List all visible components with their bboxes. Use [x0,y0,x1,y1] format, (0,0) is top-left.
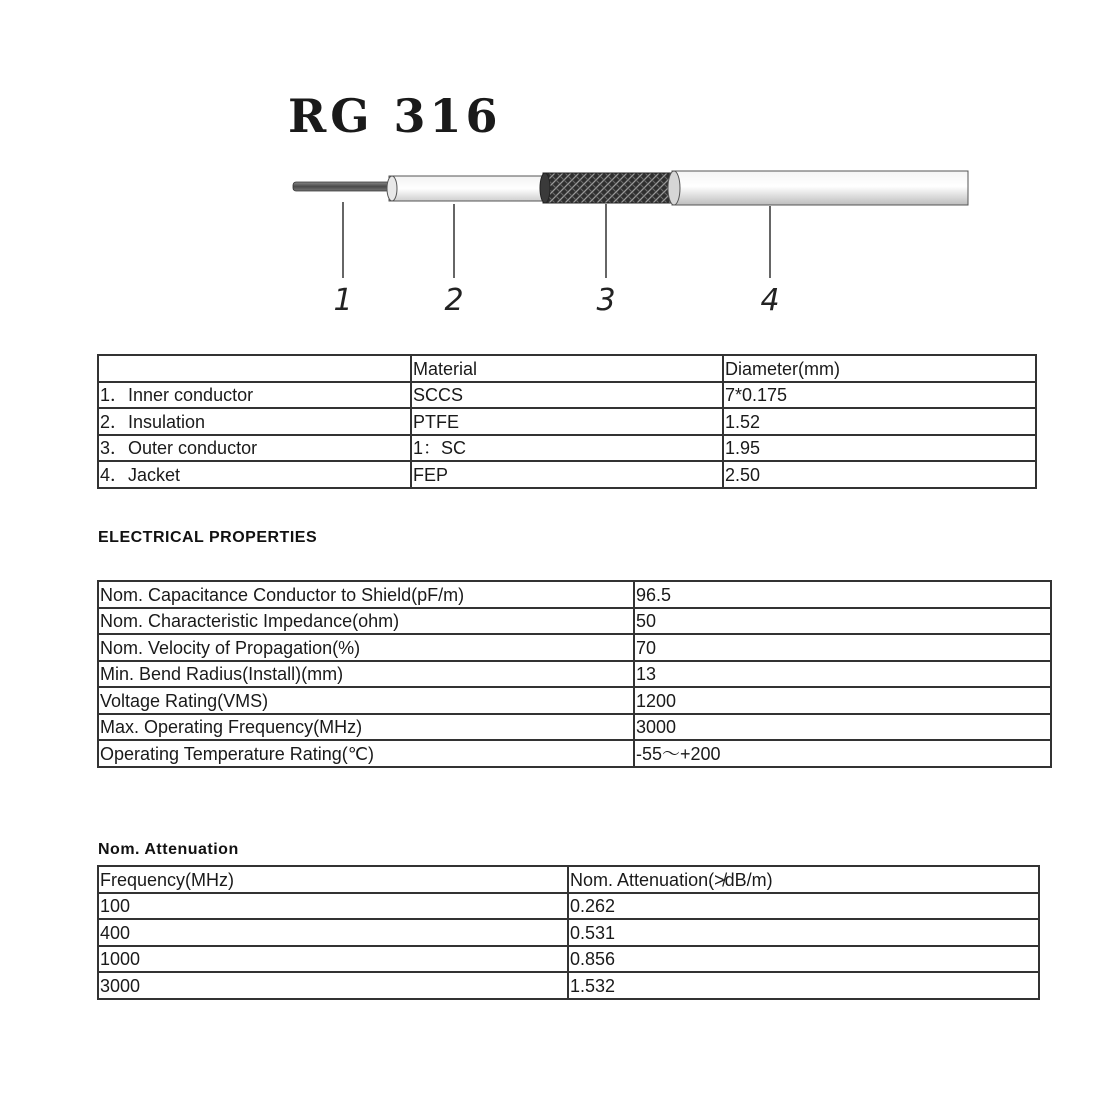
property-value: 50 [634,608,1051,635]
inner-conductor-icon [293,182,390,191]
table-row [98,687,1051,714]
component-diameter: 7*0.175 [723,382,1036,409]
table-row [98,946,1039,973]
attenuation-heading: Nom. Attenuation [98,841,239,858]
component-diameter: 1.52 [723,408,1036,435]
component-diameter: 1.95 [723,435,1036,462]
product-title: RG 316 [288,89,502,143]
property-name: Max. Operating Frequency(MHz) [98,714,634,741]
callout-label-4: 4 [760,283,780,318]
construction-table [97,354,1037,489]
table-header-diameter: Diameter(mm) [723,355,1036,382]
component-name: 2．Insulation [98,408,411,435]
table-row [98,461,1036,488]
attenuation-value: 0.262 [568,893,1039,920]
table-header-row [98,866,1039,893]
frequency-value: 100 [98,893,568,920]
jacket-icon [668,171,968,205]
property-value: 3000 [634,714,1051,741]
table-row [98,435,1036,462]
component-material: FEP [411,461,723,488]
table-row [98,972,1039,999]
table-header-frequency: Frequency(MHz) [98,866,568,893]
property-name: Nom. Capacitance Conductor to Shield(pF/m) [98,581,634,608]
component-material: PTFE [411,408,723,435]
component-material: 1：SC [411,435,723,462]
property-value: -55～+200 [634,740,1051,767]
table-header-row [98,355,1036,382]
table-row [98,581,1051,608]
property-name: Voltage Rating(VMS) [98,687,634,714]
attenuation-value: 0.531 [568,919,1039,946]
property-value: 1200 [634,687,1051,714]
callout-label-1: 1 [333,283,353,318]
property-value: 70 [634,634,1051,661]
electrical-properties-heading: ELECTRICAL PROPERTIES [98,529,318,546]
component-name: 1．Inner conductor [98,382,411,409]
property-value: 96.5 [634,581,1051,608]
table-header-cell [98,355,411,382]
component-name: 3．Outer conductor [98,435,411,462]
property-name: Nom. Characteristic Impedance(ohm) [98,608,634,635]
frequency-value: 1000 [98,946,568,973]
frequency-value: 400 [98,919,568,946]
table-row [98,634,1051,661]
frequency-value: 3000 [98,972,568,999]
table-row [98,608,1051,635]
callout-label-3: 3 [596,283,616,318]
property-value: 13 [634,661,1051,688]
table-header-material: Material [411,355,723,382]
table-row [98,714,1051,741]
component-name: 4．Jacket [98,461,411,488]
table-row [98,382,1036,409]
table-header-attenuation: Nom. Attenuation(≯dB/m) [568,866,1039,893]
electrical-properties-table [97,580,1052,768]
table-row [98,408,1036,435]
table-row [98,740,1051,767]
attenuation-value: 0.856 [568,946,1039,973]
attenuation-table [97,865,1040,1000]
property-name: Operating Temperature Rating(℃) [98,740,634,767]
attenuation-value: 1.532 [568,972,1039,999]
component-diameter: 2.50 [723,461,1036,488]
component-material: SCCS [411,382,723,409]
outer-conductor-braid-icon [540,173,675,203]
cable-cross-section-diagram [0,160,1100,325]
table-row [98,893,1039,920]
callout-label-2: 2 [444,283,464,318]
insulation-icon [387,176,549,201]
property-name: Min. Bend Radius(Install)(mm) [98,661,634,688]
table-row [98,919,1039,946]
table-row [98,661,1051,688]
property-name: Nom. Velocity of Propagation(%) [98,634,634,661]
